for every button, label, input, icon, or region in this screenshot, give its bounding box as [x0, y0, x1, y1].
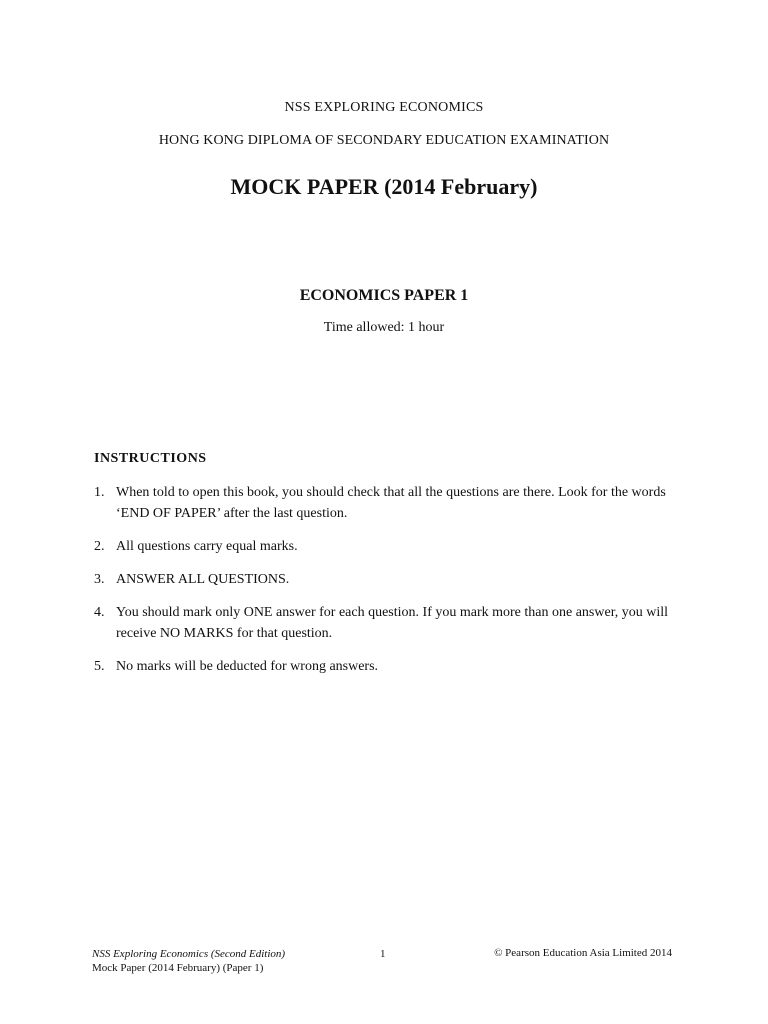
- instruction-item: [94, 602, 694, 644]
- instruction-text: No marks will be deducted for wrong answers.: [116, 659, 379, 674]
- instruction-text: You should mark only ONE answer for each question. If you mark more than one answer, you will receive NO MARKS for that question.: [116, 605, 669, 641]
- footer-copyright: © Pearson Education Asia Limited 2014: [494, 947, 672, 959]
- instruction-text: ANSWER ALL QUESTIONS.: [116, 572, 290, 587]
- instruction-number: 2.: [94, 539, 105, 554]
- footer-paper-ref: Mock Paper (2014 February) (Paper 1): [92, 962, 264, 974]
- footer-book-title: NSS Exploring Economics (Second Edition): [92, 948, 286, 960]
- mock-paper-title: MOCK PAPER (2014 February): [230, 174, 538, 199]
- exam-name: HONG KONG DIPLOMA OF SECONDARY EDUCATION EXAMINATION: [158, 133, 610, 148]
- instruction-item: [94, 569, 694, 590]
- instructions-heading: INSTRUCTIONS: [94, 451, 207, 466]
- instruction-item: [94, 656, 694, 677]
- instruction-text: When told to open this book, you should check that all the questions are there. Look for the words ‘END OF PAPER’ after the last question.: [116, 485, 666, 521]
- page-number: 1: [380, 948, 386, 960]
- instructions-list: [94, 482, 694, 689]
- instruction-number: 5.: [94, 659, 105, 674]
- series-title: NSS EXPLORING ECONOMICS: [284, 100, 484, 115]
- footer-left: [92, 947, 285, 975]
- instruction-item: [94, 482, 694, 524]
- instruction-number: 3.: [94, 572, 105, 587]
- time-allowed: Time allowed: 1 hour: [323, 320, 445, 335]
- instruction-number: 1.: [94, 485, 105, 500]
- instruction-item: [94, 536, 694, 557]
- paper-title: ECONOMICS PAPER 1: [299, 287, 469, 304]
- instruction-text: All questions carry equal marks.: [116, 539, 298, 554]
- instruction-number: 4.: [94, 605, 105, 620]
